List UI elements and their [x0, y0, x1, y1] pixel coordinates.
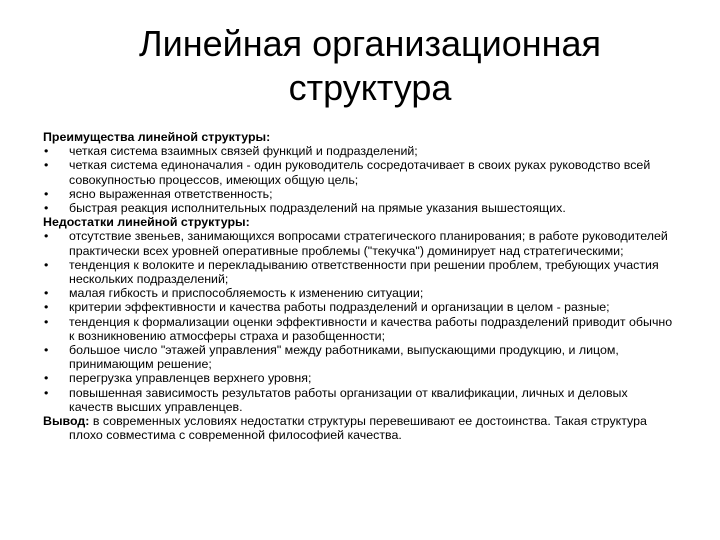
bullet-icon: •	[44, 371, 49, 386]
bullet-icon: •	[44, 343, 49, 358]
slide-body	[43, 130, 673, 442]
disadvantage-text: малая гибкость и приспособляемость к изменению ситуации;	[69, 286, 424, 301]
disadvantages-heading: Недостатки линейной структуры:	[43, 215, 250, 230]
disadvantage-item	[43, 315, 673, 343]
advantage-text: четкая система единоначалия - один руководитель сосредотачивает в своих руках руководство всей совокупностью процессов, имеющих общую цель;	[69, 158, 651, 187]
disadvantage-item	[43, 343, 673, 371]
advantages-list	[43, 144, 673, 215]
disadvantage-text: критерии эффективности и качества работы подразделений и организации в целом - разные;	[69, 300, 610, 315]
disadvantage-text: тенденция к волоките и перекладыванию ответственности при решении проблем, требующих участия нескольких подразделений;	[69, 257, 659, 287]
conclusion-text: в современных условиях недостатки структуры перевешивают ее достоинства. Такая структура плохо совместима с современной философией качества.	[69, 414, 647, 443]
disadvantage-text: отсутствие звеньев, занимающихся вопросами стратегического планирования; в работе руководителей практически всех уровней оперативные проблемы ("текучка") доминирует над стратегическими;	[69, 229, 668, 258]
advantage-item	[43, 158, 673, 186]
bullet-icon: •	[44, 186, 49, 201]
slide-title: Линейная организационная структура	[138, 23, 602, 108]
advantage-text: четкая система взаимных связей функций и подразделений;	[69, 144, 418, 159]
bullet-icon: •	[44, 144, 49, 159]
disadvantage-item	[43, 386, 673, 414]
disadvantage-item	[43, 300, 673, 314]
advantage-text: ясно выраженная ответственность;	[69, 186, 273, 201]
bullet-icon: •	[44, 385, 49, 400]
disadvantage-item	[43, 229, 673, 257]
advantage-text: быстрая реакция исполнительных подразделений на прямые указания вышестоящих.	[69, 201, 566, 216]
bullet-icon: •	[44, 257, 49, 272]
bullet-icon: •	[44, 158, 49, 173]
disadvantage-text: большое число "этажей управления" между работниками, выпускающими продукцию, и лицом, принимающим решение;	[69, 343, 619, 372]
advantage-item	[43, 201, 673, 215]
bullet-icon: •	[44, 201, 49, 216]
disadvantage-item	[43, 258, 673, 286]
conclusion-label: Вывод:	[43, 414, 90, 429]
conclusion	[43, 414, 673, 442]
advantage-item	[43, 144, 673, 158]
disadvantage-text: тенденция к формализации оценки эффективности и качества работы подразделений приводит обычно к возникновению атмосферы страха и разобщенности;	[69, 314, 673, 343]
disadvantage-item	[43, 371, 673, 385]
bullet-icon: •	[44, 229, 49, 244]
advantages-heading: Преимущества линейной структуры:	[43, 130, 271, 144]
advantage-item	[43, 187, 673, 201]
bullet-icon: •	[44, 286, 49, 301]
disadvantage-item	[43, 286, 673, 300]
disadvantage-text: повышенная зависимость результатов работы организации от квалификации, личных и деловых качеств высших управленцев.	[69, 385, 628, 414]
bullet-icon: •	[44, 300, 49, 315]
disadvantages-list	[43, 229, 673, 414]
disadvantage-text: перегрузка управленцев верхнего уровня;	[69, 371, 312, 386]
bullet-icon: •	[44, 314, 49, 329]
